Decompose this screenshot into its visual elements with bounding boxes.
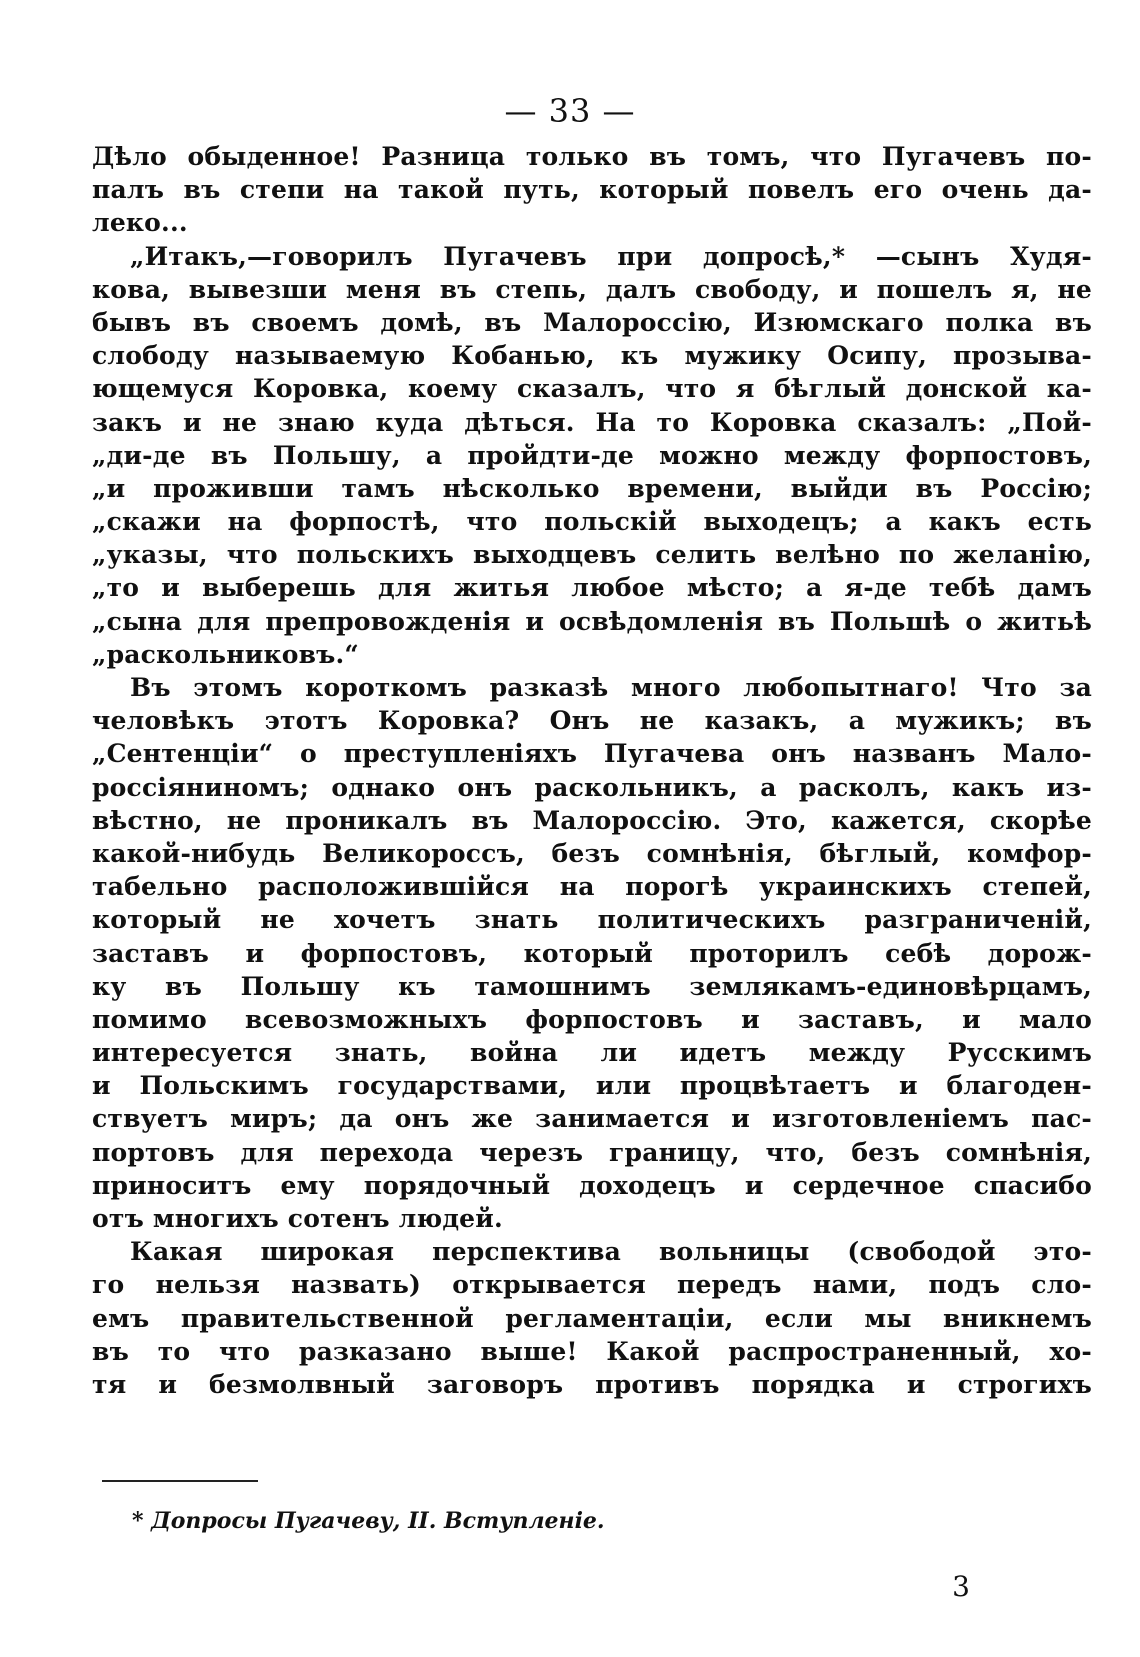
text-line: и Польскимъ государствами, или процвѣтаетъ и благоден-: [92, 1071, 1092, 1101]
text-line: „то и выберешь для житья любое мѣсто; а я-де тебѣ дамъ: [92, 573, 1092, 603]
text-line: приноситъ ему порядочный доходецъ и сердечное спасибо: [92, 1170, 1092, 1200]
text-line: го нельзя назвать) открывается передъ нами, подъ сло-: [92, 1270, 1092, 1300]
text-line: „Сентенціи“ о преступленіяхъ Пугачева онъ названъ Мало-: [92, 739, 1092, 769]
text-line: человѣкъ этотъ Коровка? Онъ не казакъ, а мужикъ; въ: [92, 706, 1092, 736]
text-line: „и проживши тамъ нѣсколько времени, выйди въ Россію;: [92, 473, 1092, 503]
text-line: портовъ для перехода черезъ границу, что, безъ сомнѣнія,: [92, 1137, 1092, 1167]
text-line: ющемуся Коровка, коему сказалъ, что я бѣглый донской ка-: [92, 374, 1092, 404]
text-line: отъ многихъ сотенъ людей.: [92, 1204, 503, 1233]
text-line: какой-нибудь Великороссъ, безъ сомнѣнія, бѣглый, комфор-: [92, 838, 1092, 868]
text-line: „Итакъ,—говорилъ Пугачевъ при допросѣ,* —сынъ Худя-: [130, 241, 1092, 271]
text-line: „указы, что польскихъ выходцевъ селить велѣно по желанію,: [92, 540, 1092, 570]
text-line: Въ этомъ короткомъ разказѣ много любопытнаго! Что за: [130, 673, 1092, 702]
text-line: интересуется знать, война ли идетъ между Русскимъ: [92, 1038, 1092, 1068]
text-line: Какая широкая перспектива вольницы (свободой это-: [130, 1237, 1092, 1267]
text-line: ствуетъ миръ; да онъ же занимается и изготовленіемъ пас-: [92, 1104, 1092, 1134]
text-line: россіяниномъ; однако онъ раскольникъ, а расколъ, какъ из-: [92, 772, 1092, 802]
text-line: заставъ и форпостовъ, который проторилъ себѣ дорож-: [92, 938, 1092, 968]
text-line: ку въ Польшу къ тамошнимъ землякамъ-единовѣрцамъ,: [92, 971, 1092, 1001]
text-line: который не хочетъ знать политическихъ разграниченій,: [92, 905, 1092, 935]
text-line: закъ и не знаю куда дѣться. На то Коровка сказалъ: „Пой-: [92, 407, 1092, 437]
footnote-divider: [102, 1480, 258, 1482]
page-number: — 33 —: [504, 92, 636, 130]
text-line: помимо всевозможныхъ форпостовъ и заставъ, и мало: [92, 1004, 1092, 1034]
text-line: въ то что разказано выше! Какой распространенный, хо-: [92, 1336, 1092, 1366]
text-line: емъ правительственной регламентаціи, если мы вникнемъ: [92, 1303, 1092, 1333]
main-text: [92, 140, 1092, 1401]
footnote: * Допросы Пугачеву, II. Вступленіе.: [132, 1508, 605, 1534]
text-line: слободу называемую Кобанью, къ мужику Осипу, прозыва-: [92, 341, 1092, 371]
text-line: вѣстно, не проникалъ въ Малороссію. Это, кажется, скорѣе: [92, 805, 1092, 835]
text-line: „ди-де въ Польшу, а пройдти-де можно между форпостовъ,: [92, 440, 1092, 470]
signature-mark: 3: [952, 1570, 970, 1603]
text-line: „скажи на форпостѣ, что польскій выходецъ; а какъ есть: [92, 507, 1092, 537]
text-line: Дѣло обыденное! Разница только въ томъ, что Пугачевъ по-: [92, 142, 1092, 171]
text-line: тя и безмолвный заговоръ противъ порядка и строгихъ: [92, 1369, 1092, 1399]
text-line: палъ въ степи на такой путь, который повелъ его очень да-: [92, 175, 1092, 205]
text-line: табельно расположившійся на порогѣ украинскихъ степей,: [92, 872, 1092, 902]
text-line: „сына для препровожденія и освѣдомленія въ Польшѣ о житьѣ: [92, 606, 1092, 636]
text-line: „раскольниковъ.“: [92, 639, 360, 669]
text-line: леко...: [92, 208, 188, 238]
text-line: кова, вывезши меня въ степь, далъ свободу, и пошелъ я, не: [92, 274, 1092, 304]
text-line: бывъ въ своемъ домѣ, въ Малороссію, Изюмскаго полка въ: [92, 307, 1092, 337]
